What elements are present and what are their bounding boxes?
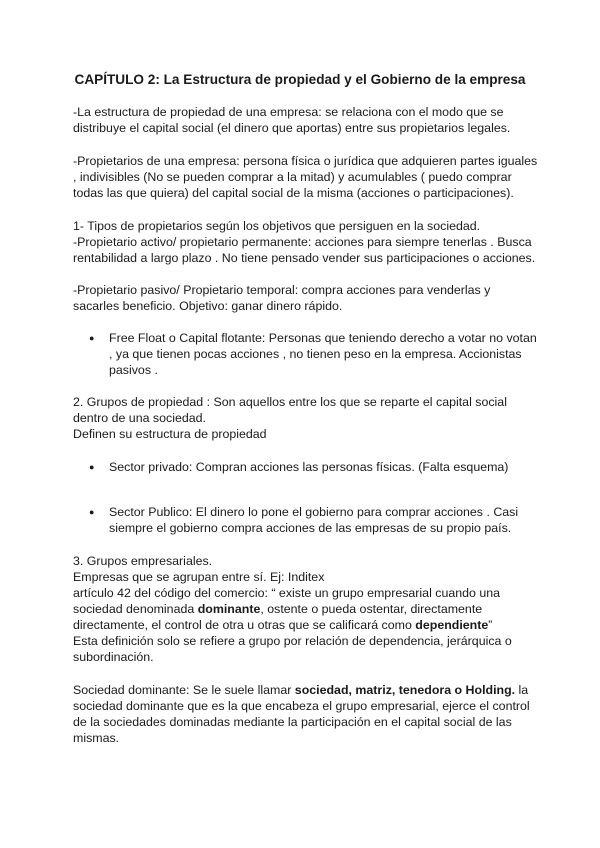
paragraph-ownership-groups <box>73 394 533 442</box>
text-line: sacarles beneficio. Objetivo: ganar dinero rápido. <box>73 299 343 313</box>
text-line: de la sociedades dominadas mediante la participación en el capital social de las <box>73 715 512 729</box>
text-line <box>73 601 533 617</box>
paragraph-business-groups <box>73 553 533 665</box>
text-span: Sociedad dominante: Se le suele llamar <box>73 683 295 697</box>
text-line: 1- Tipos de propietarios según los objetivos que persiguen en la sociedad. <box>73 219 481 233</box>
text-line: siempre el gobierno compra acciones de las empresas de su propio país. <box>109 521 512 535</box>
text-line: Free Float o Capital flotante: Personas que teniendo derecho a votar no votan <box>109 331 537 345</box>
text-span: , ostente o pueda ostentar, directamente <box>260 602 483 616</box>
text-line: 2. Grupos de propiedad : Son aquellos entre los que se reparte el capital social <box>73 395 507 409</box>
bullet-icon: ● <box>89 462 95 472</box>
text-line: Sector Publico: El dinero lo pone el gobierno para comprar acciones . Casi <box>109 505 519 519</box>
bold-term-dominante: dominante <box>197 602 261 616</box>
text-line: Definen su estructura de propiedad <box>73 427 267 441</box>
text-line: Sector privado: Compran acciones las personas físicas. (Falta esquema) <box>109 460 509 474</box>
text-line: artículo 42 del código del comercio: “ existe un grupo empresarial cuando una <box>73 586 501 600</box>
text-line: Esta definición solo se refiere a grupo por relación de dependencia, jerárquica o <box>73 634 512 648</box>
paragraph-dominant-company <box>73 682 533 746</box>
chapter-title: CAPÍTULO 2: La Estructura de propiedad y el Gobierno de la empresa <box>74 72 526 87</box>
text-span: sociedad denominada <box>73 602 198 616</box>
bullet-icon: ● <box>89 333 95 343</box>
bullet-public-sector <box>109 504 549 536</box>
text-span: la <box>515 683 529 697</box>
bullet-free-float <box>109 330 549 378</box>
text-line: subordinación. <box>73 650 154 664</box>
text-line: rentabilidad a largo plazo . No tiene pensado vender sus participaciones o acciones. <box>73 251 536 265</box>
text-line: -Propietario activo/ propietario permanente: acciones para siempre tenerlas . Busca <box>73 235 532 249</box>
text-line: distribuye el capital social (el dinero que aportas) entre sus propietarios legales. <box>73 121 511 135</box>
paragraph-ownership-structure <box>73 104 533 136</box>
text-line: mismas. <box>73 731 120 745</box>
text-line: -Propietarios de una empresa: persona física o jurídica que adquieren partes iguales <box>73 154 538 168</box>
text-line: 3. Grupos empresariales. <box>73 554 213 568</box>
bold-term-holding: sociedad, matriz, tenedora o Holding. <box>294 683 516 697</box>
text-span: directamente, el control de otra u otras que se calificará como <box>73 618 416 632</box>
text-line: , indivisibles (No se pueden comprar a la mitad) y acumulables ( puedo comprar <box>73 170 512 184</box>
text-line: pasivos . <box>109 363 158 377</box>
text-line: -La estructura de propiedad de una empresa: se relaciona con el modo que se <box>73 105 504 119</box>
text-span: ” <box>488 618 493 632</box>
paragraph-owners <box>73 153 538 201</box>
text-line <box>73 682 533 698</box>
bullet-icon: ● <box>89 507 95 517</box>
text-line: sociedad dominante que es la que encabeza el grupo empresarial, ejerce el control <box>73 699 530 713</box>
text-line: , ya que tienen pocas acciones , no tienen peso en la empresa. Accionistas <box>109 347 522 361</box>
text-line <box>73 617 533 633</box>
bold-term-dependiente: dependiente <box>415 618 489 632</box>
paragraph-passive-owner <box>73 282 533 314</box>
text-line: dentro de una sociedad. <box>73 411 206 425</box>
text-line: Empresas que se agrupan entre sí. Ej: Inditex <box>73 570 325 584</box>
paragraph-owner-types <box>73 218 536 266</box>
text-line: todas las que quiera) del capital social de la misma (acciones o participaciones). <box>73 186 514 200</box>
bullet-private-sector <box>109 459 549 475</box>
text-line: -Propietario pasivo/ Propietario temporal: compra acciones para venderlas y <box>73 283 491 297</box>
